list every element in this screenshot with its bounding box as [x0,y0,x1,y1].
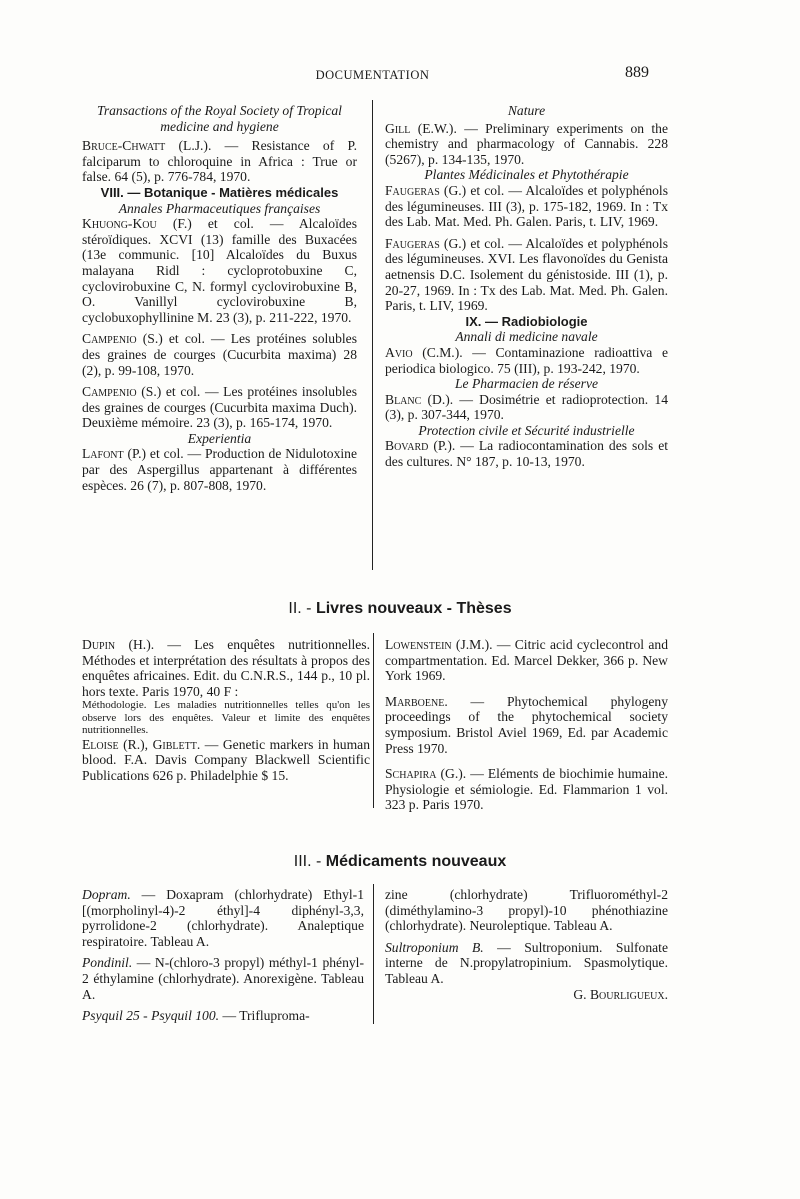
author: Bovard [385,438,429,454]
entry-text: (R.), [118,736,153,752]
section-title [0,600,800,618]
drug-entry [82,1008,364,1024]
section-title-text: Livres nouveaux - Thèses [315,600,512,617]
author: Giblett [152,736,197,752]
bibliography-entry [82,138,357,185]
entry-text: . — Genetic markers in human blood. F.A. Davis Company Blackwell Scientific Publications 626 p. Philadelphie $ 15. [82,736,370,784]
author: Schapira [385,766,437,782]
drugs-right-column [385,887,668,1002]
bibliography-entry [385,121,668,168]
bibliography-entry [385,694,668,756]
entry-text: (G.) et col. — Alcaloïdes et polyphénols des légumineuses. XVI. Les flavonoïdes du Genista aetnensis D.C. Isolement du génistoside. III (1), p. 20-27, 1969. In : Tx des Lab. Mat. Med. Ph. Galen. Paris, t. LIV, 1969. [385,235,668,314]
entry-text: zine (chlorhydrate) Trifluorométhyl-2 (diméthylamino-3 propyl)-10 phénothiazine (chlorhydrate). Neuroleptique. Tableau A. [385,887,668,934]
entry-text: (P.) et col. — Production de Nidulotoxine par des Aspergillus appartenant à différentes espèces. 26 (7), p. 807-808, 1970. [82,446,357,493]
drug-entry [82,887,364,949]
author: Marboene [385,693,445,709]
column-divider [373,884,374,1024]
journal-title: Annali di medicine navale [455,329,598,345]
running-header: DOCUMENTATION [315,68,430,82]
author: Bruce-Chwatt [82,138,166,154]
entry-text: — N-(chloro-3 propyl) méthyl-1 phényl-2 éthylamine (chlorhydrate). Anorexigène. Tableau A. [82,955,364,1002]
author: Campenio [82,331,137,347]
bibliography-entry [385,345,668,376]
entry-text: — Trifluproma- [219,1008,310,1024]
author: Blanc [385,391,422,407]
journal-title: Annales Pharmaceutiques françaises [118,200,321,216]
bibliography-entry [385,392,668,423]
journal-title: Nature [507,103,546,118]
bibliography-entry [82,384,357,431]
bibliography-entry [385,183,668,230]
author: Campenio [82,384,137,400]
page-number: 889 [625,64,649,81]
author: Faugeras [385,235,440,251]
signature: G. Bourligueux. [573,986,668,1002]
author: Avio [385,344,413,360]
entry-text: (E.W.). — Preliminary experiments on the chemistry and pharmacology of Cannabis. 228 (5267), p. 134-135, 1970. [385,120,668,167]
section-title-text: Médicaments nouveaux [325,853,507,870]
author: Eloise [82,736,119,752]
section-title [0,853,800,871]
entry-text: (J.M.). — Citric acid cyclecontrol and compartmentation. Ed. Marcel Dekker, 366 p. New York 1969. [385,637,668,684]
entry-text: (D.). — Dosimétrie et radioprotection. 14 (3), p. 307-344, 1970. [385,391,668,423]
entry-text: (C.M.). — Contaminazione radioattiva e periodica biologico. 75 (III), p. 193-242, 1970. [385,344,668,376]
drug-entry [385,940,668,987]
bibliography-entry [82,737,370,784]
bibliography-entry [385,766,668,813]
author: Lowenstein [385,637,452,652]
section-heading: IX. — Radiobiologie [465,313,588,329]
entry-text: (F.) et col. — Alcaloïdes stéroïdiques. XCVI (13) famille des Buxacées (13e communic. [10] Alcaloïdes du Buxus malayana Ridl : cycloprotobuxine C, cyclovirobuxine C, N. formyl cyclovirobuxine B, O. Vanillyl cyclovirobuxine B, cyclobuxophyllinine M. 23 (3), p. 211-222, 1970. [82,216,357,325]
entry-text: — Doxapram (chlorhydrate) Ethyl-1 [(morpholinyl-4)-2 éthyl]-4 diphényl-3,3, pyrrolidone-2 (chlorhydrate). Analeptique respiratoire. Tableau A. [82,887,364,949]
drug-name: Sultroponium B. [385,939,484,955]
journal-title: Transactions of the Royal Society of Tropical medicine and hygiene [97,103,342,134]
column-divider [372,100,373,570]
bibliography-entry [82,446,357,493]
top-left-column [82,103,357,493]
section-number: II. - [288,600,316,617]
entry-text: . — Phytochemical phylogeny proceedings of the phytochemical society symposium. Bristol Aviel 1969, Ed. par Academic Press 1970. [385,693,668,756]
drugs-left-column [82,887,364,1024]
author: Faugeras [385,182,440,198]
entry-note: Méthodologie. Les maladies nutritionnelles telles qu'on les observe lors des enquêtes. Valeur et limite des enquêtes nutritionnelles. [82,699,370,737]
entry-text: (G.). — Eléments de biochimie humaine. Physiologie et sémiologie. Ed. Flammarion 1 vol. 323 p. Paris 1970. [385,766,668,813]
author: Gill [385,120,411,136]
journal-title: Plantes Médicinales et Phytothérapie [424,167,629,183]
column-divider [373,633,374,808]
entry-text: (P.). — La radiocontamination des sols et des cultures. N° 187, p. 10-13, 1970. [385,438,668,470]
drug-entry [385,887,668,934]
drug-name: Psyquil 25 - Psyquil 100. [82,1008,220,1024]
books-right-column [385,637,668,813]
journal-title: Experientia [187,430,252,446]
author: Khuong-Kou [82,216,157,232]
entry-text: (S.) et col. — Les protéines insolubles des graines de courges (Cucurbita maxima Duch). Deuxième mémoire. 23 (3), p. 165-174, 1970. [82,384,357,431]
bibliography-entry [82,331,357,378]
entry-text: (S.) et col. — Les protéines solubles des graines de courges (Cucurbita maxima) 28 (2), p. 99-108, 1970. [82,331,357,378]
entry-text: (H.). — Les enquêtes nutritionnelles. Méthodes et interprétation des résultats à propos des enquêtes africaines. Edit. du C.N.R.S., 144 p., 10 pl. hors texte. Paris 1970, 40 F : [82,637,370,699]
bibliography-entry [82,637,370,699]
drug-name: Dopram. [82,887,131,902]
drug-entry [82,955,364,1002]
drug-name: Pondinil. [82,955,133,971]
author: Dupin [82,637,116,652]
section-heading: VIII. — Botanique - Matières médicales [100,184,339,200]
bibliography-entry [385,236,668,314]
entry-text: — Sultroponium. Sulfonate interne de N.propylatropinium. Spasmolytique. Tableau A. [385,939,668,986]
section-number: III. - [293,853,326,870]
bibliography-entry [385,438,668,469]
entry-text: (L.J.). — Resistance of P. falciparum to chloroquine in Africa : True or false. 64 (5), p. 776-784, 1970. [82,138,357,185]
bibliography-entry [82,216,357,325]
bibliography-entry [385,637,668,684]
author: Lafont [82,446,124,462]
entry-text: (G.) et col. — Alcaloïdes et polyphénols des légumineuses. III (3), p. 175-182, 1969. In : Tx des Lab. Mat. Med. Ph. Galen. Paris, t. LIV, 1969. [385,182,668,230]
top-right-column [385,103,668,470]
journal-title: Le Pharmacien de réserve [454,376,599,392]
books-left-column [82,637,370,784]
journal-title: Protection civile et Sécurité industrielle [418,422,635,438]
